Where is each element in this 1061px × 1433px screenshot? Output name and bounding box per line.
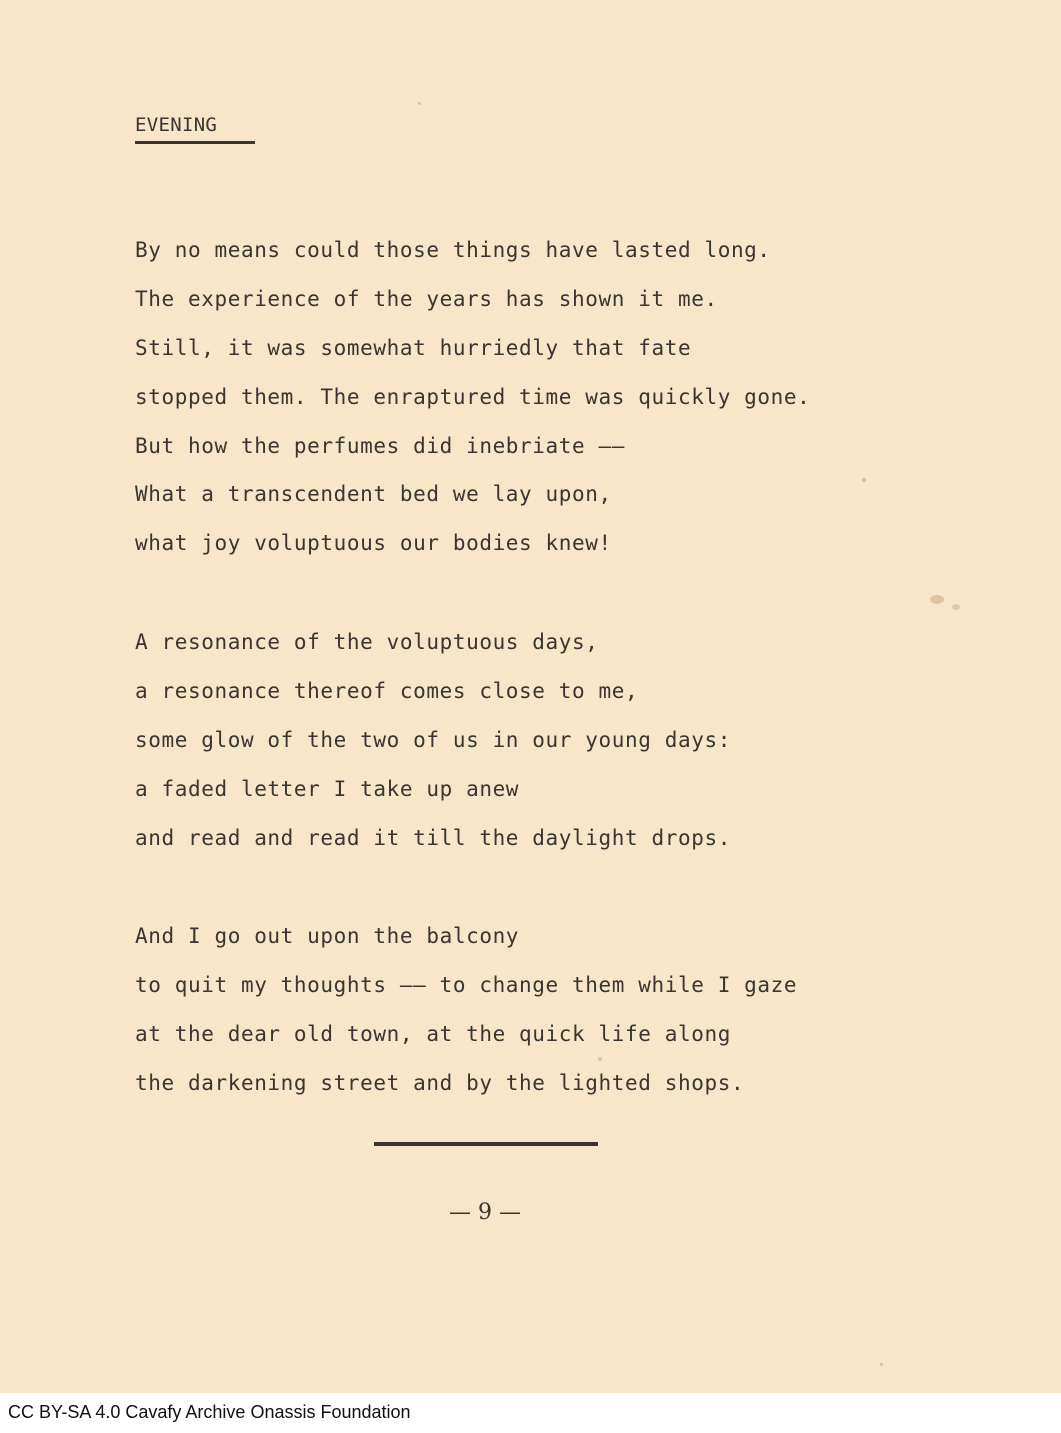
stanza-1-line-3: Still, it was somewhat hurriedly that fate (135, 336, 692, 360)
paper-stain (930, 595, 944, 604)
stanza-2-line-3: some glow of the two of us in our young days: (135, 728, 731, 752)
paper-speck (418, 102, 421, 105)
stanza-1-line-4: stopped them. The enraptured time was quickly gone. (135, 385, 811, 409)
license-credit: CC BY-SA 4.0 Cavafy Archive Onassis Foundation (8, 1402, 411, 1422)
stanza-3-line-4: the darkening street and by the lighted shops. (135, 1071, 745, 1095)
paper-speck (880, 1363, 883, 1366)
stanza-1-line-2: The experience of the years has shown it me. (135, 287, 718, 311)
stanza-2-line-1: A resonance of the voluptuous days, (135, 630, 599, 654)
stanza-1-line-5: But how the perfumes did inebriate —— (135, 434, 625, 458)
stanza-2-line-5: and read and read it till the daylight drops. (135, 826, 731, 850)
stanza-2-line-2: a resonance thereof comes close to me, (135, 679, 639, 703)
paper-speck (862, 478, 866, 482)
stanza-3-line-3: at the dear old town, at the quick life along (135, 1022, 731, 1046)
page-number: — 9 — (449, 1200, 521, 1225)
stanza-1-line-7: what joy voluptuous our bodies knew! (135, 531, 612, 555)
stanza-3-line-2: to quit my thoughts —— to change them while I gaze (135, 973, 798, 997)
paper-speck (598, 1057, 602, 1061)
paper-stain (952, 604, 960, 610)
closing-rule (374, 1142, 598, 1146)
stanza-2-line-4: a faded letter I take up anew (135, 777, 520, 801)
stanza-1-line-1: By no means could those things have lasted long. (135, 238, 771, 262)
stanza-1-line-6: What a transcendent bed we lay upon, (135, 482, 612, 506)
title-underline (135, 141, 255, 144)
stanza-3-line-1: And I go out upon the balcony (135, 924, 520, 948)
poem-title: EVENING (135, 114, 218, 136)
